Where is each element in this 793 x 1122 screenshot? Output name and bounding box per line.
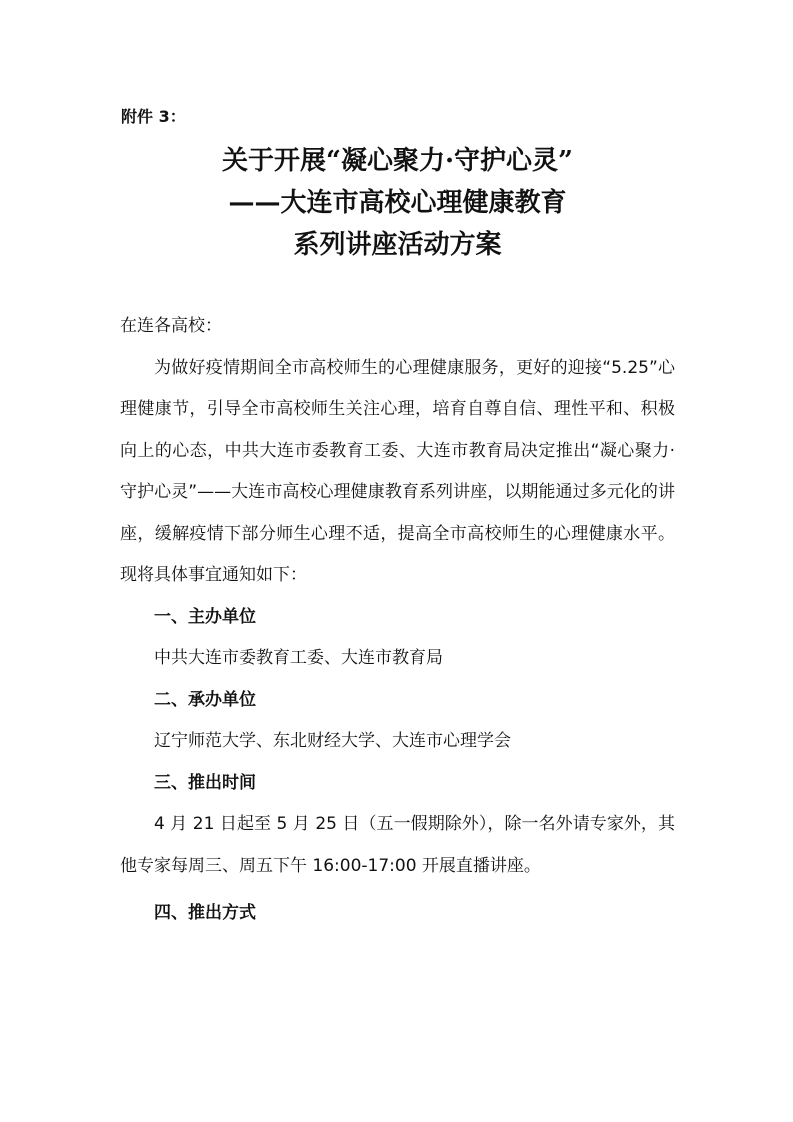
section-content-organizer: 中共大连市委教育工委、大连市教育局 (154, 648, 443, 668)
section-content-co-organizer: 辽宁师范大学、东北财经大学、大连市心理学会 (154, 731, 511, 751)
title-line-3: 系列讲座活动方案 (293, 230, 502, 260)
section-heading-schedule: 三、推出时间 (154, 772, 256, 793)
intro-paragraph: 为做好疫情期间全市高校师生的心理健康服务，更好的迎接“5.25”心理健康节，引导全市高校师生关注心理，培育自尊自信、理性平和、积极向上的心态，中共大连市委教育工委、大连市教育局决定推出“凝心聚力·守护心灵”——大连市高校心理健康教育系列讲座，以期能通过多元化的讲座，缓解疫情下部分师生心理不适，提高全市高校师生的心理健康水平。现将具体事宜通知如下： (120, 357, 675, 585)
section-heading-co-organizer: 二、承办单位 (154, 689, 256, 710)
title-line-2: ——大连市高校心理健康教育 (228, 188, 567, 218)
document-title (120, 140, 675, 266)
attachment-label: 附件 3： (121, 107, 186, 126)
section-content-schedule: 4 月 21 日起至 5 月 25 日（五一假期除外），除一名外请专家外，其他专家每周三、周五下午 16:00-17:00 开展直播讲座。 (120, 814, 675, 876)
title-line-1: 关于开展“凝心聚力·守护心灵” (222, 146, 573, 176)
section-heading-organizer: 一、主办单位 (154, 606, 256, 627)
document-body (120, 306, 675, 935)
section-heading-method: 四、推出方式 (154, 903, 256, 923)
salutation: 在连各高校： (120, 316, 222, 336)
